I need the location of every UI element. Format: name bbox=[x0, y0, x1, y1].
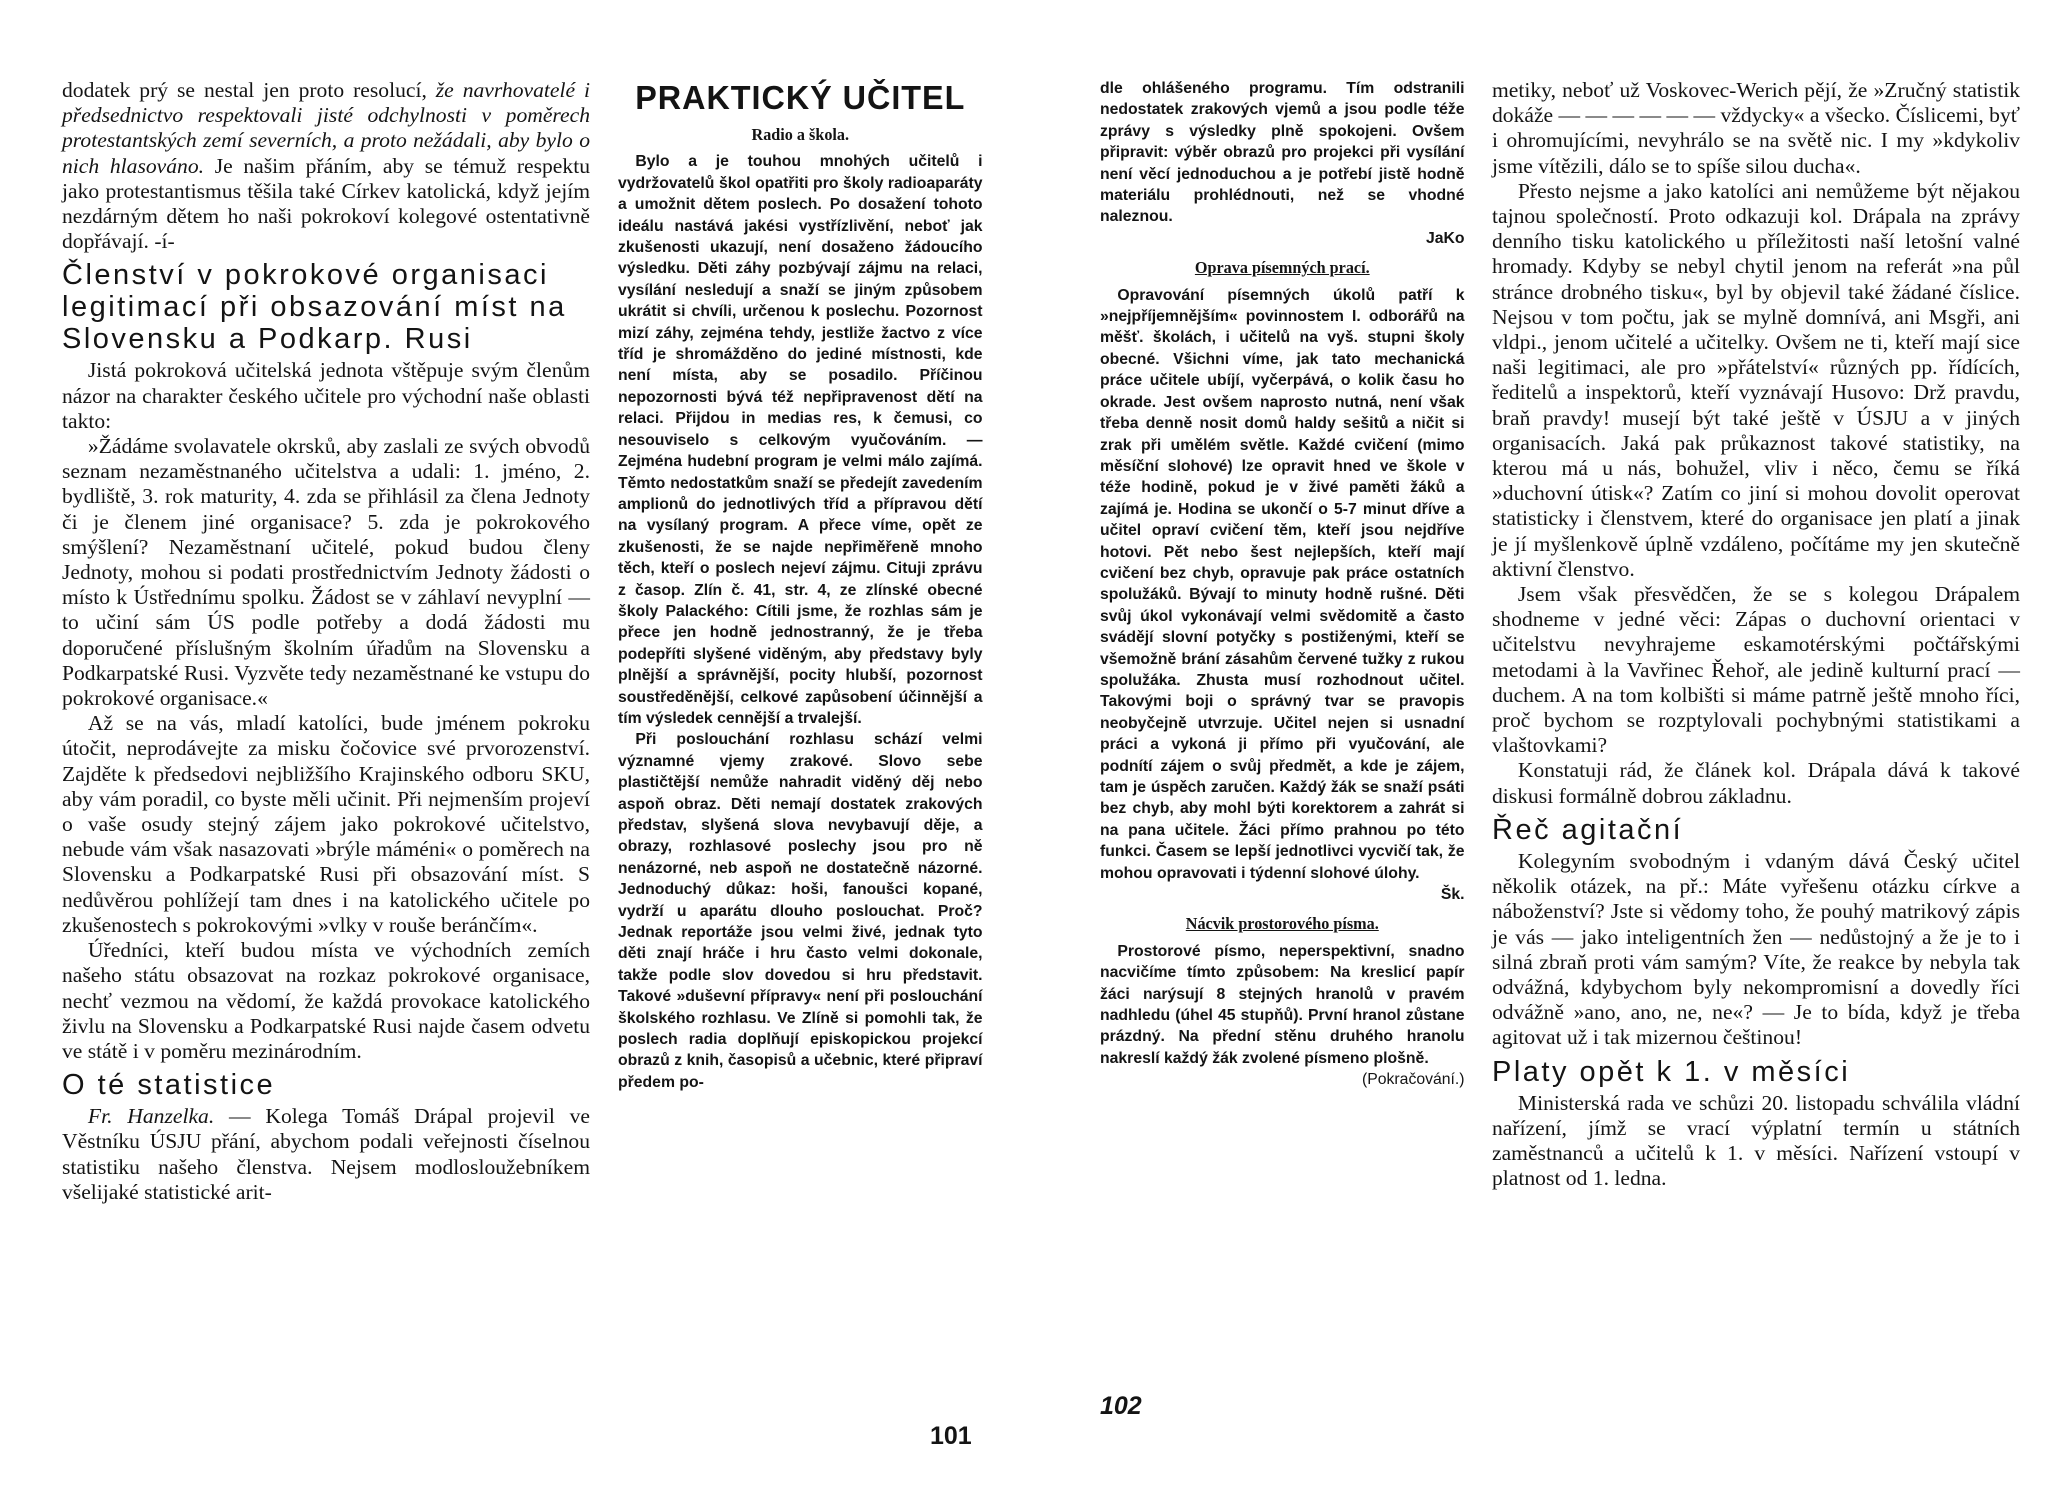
paragraph: Úředníci, kteří budou místa ve východních zemích našeho státu obsazovat na rozkaz pokrokové organisace, nechť vezmou na vědomí, že každá provokace katolického živlu na Slovensku a Podkarpatské Rusi najde časem odvetu ve státě i v poměru mezinárodním. bbox=[62, 938, 590, 1063]
paragraph-text: dodatek prý se nestal jen proto resolucí, bbox=[62, 78, 436, 102]
article-heading: O té statistice bbox=[62, 1069, 276, 1102]
left-page-column-1 bbox=[62, 78, 590, 1205]
right-page-column-3 bbox=[1100, 78, 1465, 1091]
article-subheading: Oprava písemných prací. bbox=[1194, 258, 1370, 278]
article-heading: Řeč agitační bbox=[1492, 813, 1684, 846]
page-number: 101 bbox=[930, 1422, 972, 1450]
paragraph: Až se na vás, mladí katolíci, bude jménem pokroku útočit, neprodávejte za misku čočovice své prvorozenství. Zajděte k předsedovi nejbližšího Krajinského odboru SKU, aby vám poradil, co byste měli učinit. Při nejmenším projeví o vaše osudy stejný zájem jako pokrokové učitelstvo, nebude vám však nasazovati »brýle máménі« o poměrech na Slovensku a Podkarpatské Rusi při obsazování míst. S nedůvěrou pohlížejí tam dnes i na katolického učitele po zkušenostech s pokrokovými »vlky v rouše beránčím«. bbox=[62, 711, 590, 937]
continued-note: (Pokračování.) bbox=[1361, 1070, 1465, 1089]
paragraph: Prostorové písmo, neperspektivní, snadno nacvičíme tímto způsobem: Na kreslicí papír žáci narýsují 8 stejných hranolů v pravém nadhledu (úhel 45 stupňů). První hranol zůstane prázdný. Na přední stěnu druhého hranolu nakreslí každý žák zvolené písmeno plošně. bbox=[1100, 941, 1465, 1067]
paragraph: Kolegyním svobodným i vdaným dává Český učitel několik otázek, na př.: Máte vyřešenu otázku církve a náboženství? Jste si vědomy toho, že pouhý matrikový zápis je vás — jako inteligentních žen — nedůstojný a že je to i silná zbraň proti vám samým? Víte, že reakce by nebyla tak odvážná, kdybychom byly nekompromisní a dovedly říci odvážně »ano, ano, ne, ne«? — Je to bída, když je třeba agitovat už i tak mizernou češtinou! bbox=[1492, 848, 2020, 1050]
article-heading: Členství v pokrokové organisaci legitimací při obsazování míst na Slovensku a Podkarp. Rusi bbox=[62, 259, 567, 356]
right-page-column-4 bbox=[1492, 78, 2020, 1191]
italic-text: že navrhovatelé i předsednictvo respektovali jisté odchylnosti v poměrech protestantských zemí severních, a proto nežádali, aby bylo o nich hlasováno. bbox=[62, 78, 590, 178]
section-masthead: PRAKTICKÝ UČITEL bbox=[635, 79, 966, 116]
paragraph-text: Je našim přáním, aby se témuž respektu jako protestantismus těšila také Církev katolická, když jejím nezdárným dětem ho naši pokrokoví kolegové ostentativně dopřávají. -í- bbox=[62, 153, 590, 254]
paragraph: Při poslouchání rozhlasu schází velmi významné vjemy zrakové. Slovo sebe plastičtější nemůže nahradit viděný děj nebo aspoň obraz. Děti nemají dostatek zrakových představ, slyšená slova nevybavují děje, a obrazy, rozhlasové poslechy jsou pro ně nenázorné, neb aspoň ne dostatečně názorné. Jednoduchý důkaz: hoši, fanoušci kopané, vydrží u aparátu dlouho poslouchat. Proč? Jednak reportáže jsou velmi živé, jednak tyto děti znají hráče i hru často velmi dokonale, takže podle slov dovedou si hru představit. Takové »duševní přípravy« není při poslouchání školského rozhlasu. Ve Zlíně si pomohli tak, že poslech radia doplňují episkopickou projekcí obrazů z knih, časopisů a učebnic, které připraví předem po- bbox=[618, 730, 983, 1091]
paragraph: metiky, neboť už Voskovec-Werich pějí, že »Zručný statistik dokáže — — — — — — vždycky« a všecko. Číslicemi, byť i ohromujícími, nevyhrálo se na světě nic. I my »kdykoliv jsme vítězili, dálo se to spíše silou ducha«. bbox=[1492, 78, 2020, 178]
author-signature: Šk. bbox=[1440, 885, 1465, 904]
paragraph: Ministerská rada ve schůzi 20. listopadu schválila vládní nařízení, jímž se vrací výplatní termín u státních zaměstnanců a učitelů k 1. v měsíci. Nařízení vstoupí v platnost od 1. ledna. bbox=[1492, 1090, 2020, 1191]
page-number: 102 bbox=[1100, 1392, 1142, 1420]
paragraph: Jistá pokroková učitelská jednota vštěpuje svým členům názor na charakter českého učitele pro východní naše oblasti takto: bbox=[62, 358, 590, 433]
article-subheading: Nácvik prostorového písma. bbox=[1185, 914, 1379, 934]
paragraph: Jsem však přesvědčen, že se s kolegou Drápalem shodneme v jedné věci: Zápas o duchovní orientaci v učitelstvu nevyhrajeme eskamotérskými počtářskými metodami à la Vavřinec Řehoř, ale jedině kulturní prací — duchem. A na tom kolbišti si máme patrně ještě mnoho říci, proč bychom se rozptylovali pochybnými statistikami a vlaštovkami? bbox=[1492, 582, 2020, 758]
paragraph: dle ohlášeného programu. Tím odstranili nedostatek zrakových vjemů a jsou podle téže zprávy s výsledky plně spokojeni. Ovšem připravit: výběr obrazů pro projekci při vysílání není věcí jednoduchou a je potřebí jistě hodně materiálu prohlédnouti, než se vhodné naleznou. bbox=[1100, 79, 1465, 226]
paragraph: Bylo a je touhou mnohých učitelů i vydržovatelů škol opatřiti pro školy radioaparáty a umožnit dětem poslech. Po dosažení tohoto ideálu nastává jakési vystřízlivění, neboť jak zkušenosti ukazují, není dosaženo žádoucího výsledku. Děti záhy pozbývají zájmu na relaci, vysílání nesledují a snaží se jiným způsobem ukrátit si chvíli, určenou k poslechu. Pozornost mizí záhy, zejména tehdy, jestliže žactvo z více tříd je shromážděno do jediné místnosti, kde není místa, aby se posadilo. Příčinou nepozornosti bývá též nepřipravenost dětí na relaci. Přijdou in medias res, k čemusi, co nesouviselo s celkovým vyučováním. — Zejména hudební program je velmi málo zajímá. Těmto nedostatkům snaží se předejít zavedením amplionů do jednotlivých tříd a přípravou dětí na vysílaný program. A přece víme, opět ze zkušenosti, že se najde nepřiměřeně mnoho těch, kteří o poslech nejeví zájmu. Cituji zprávu z časop. Zlín č. 41, str. 4, ze zlínské obecné školy Palackého: Cítili jsme, že rozhlas sám je přece jen hodně jednostranný, že je třeba podepříti slyšené viděným, aby představy byly plnější a správnější, pocity hlubší, pozornost soustředěnější, celkové zapůsobení účinnější a tím výsledek cennější a trvalejší. bbox=[618, 152, 983, 727]
paragraph bbox=[62, 1104, 590, 1205]
paragraph-text: — Kolega Tomáš Drápal projevil ve Věstníku ÚSJU přání, abychom podali veřejnosti číselnou statistiku našeho členstva. Nejsem modlosloužebníkem všelijaké statistické arit- bbox=[62, 1104, 590, 1204]
paragraph: »Žádáme svolavatele okrsků, aby zaslali ze svých obvodů seznam nezaměstnaného učitelstva a udali: 1. jméno, 2. bydliště, 3. rok maturity, 4. zda se přihlásil za člena Jednoty či je členem jiné organisace? 5. zda je pokrokového smýšlení? Nezaměstnaní učitelé, pokud budou členy Jednoty, mohou si podati prostřednictvím Jednoty žádosti o místo k Ústřednímu spolku. Žádost se v záhlaví nevyplní — to učiní sám ÚS podle potřeby a dodá žádosti mu doporučené příslušným školním úřadům na Slovensku a Podkarpatské Rusi. Vyzvěte tedy nezaměstnané ke vstupu do pokrokové organisace.« bbox=[62, 434, 590, 711]
paragraph: Konstatuji rád, že článek kol. Drápala dává k takové diskusi formálně dobrou základnu. bbox=[1492, 758, 2020, 808]
article-subheading: Radio a škola. bbox=[751, 125, 850, 144]
article-heading: Platy opět k 1. v měsíci bbox=[1492, 1055, 1851, 1088]
paragraph: Přesto nejsme a jako katolíci ani nemůžeme být nějakou tajnou společností. Proto odkazuji kol. Drápala na zprávy denního tisku katolického u příležitosti naší letošní valné hromady. Kdyby se nebyl chytil jenom na referát »na půl stránce drobného tisku«, byl by objevil také žádané číslice. Nejsou v tom počtu, jak se mylně domnívá, ani Msgři, ani vldpi., jenom učitelé a učitelky. Ovšem ne ti, kteří mají sice naši legitimaci, ale pro »přátelství« různých pp. řídících, ředitelů a inspektorů, kteří vyznávají Husovo: Drž pravdu, braň pravdy! musejí být také ještě v ÚSJU a v jiných organisacích. Jaká pak průkaznost takové statistiky, na kterou má u nás, bohužel, vliv i něco, čemu se říká »duchovní útisk«? Zatím co jiní si mohou dovolit operovat statisticky i členstvem, které do organisace jen platí a jinak je jí myšlenkově úplně vzdáleno, počítáme my jen skutečně aktivní členstvo. bbox=[1492, 178, 2020, 581]
left-page-column-2 bbox=[618, 74, 983, 1093]
paragraph bbox=[62, 78, 590, 254]
paragraph: Opravování písemných úkolů patří k »nejpříjemnějším« povinnostem I. odborářů na měšť. školách, i učitelů na vyš. stupni školy obecné. Všichni víme, jak tato mechanická práce učitele ubíjí, vyčerpává, o kolik času ho okrade. Jest ovšem naprosto nutná, není však třeba denně nosit domů haldy sešitů a ničit si zrak při umělém světle. Každé cvičení (mimo měsíční slohové) lze opravit hned ve škole v téže hodině, pokud je v živé paměti žáků a zajímá je. Hodina se ukončí o 5-7 minut dříve a učitel opraví cvičení těm, kteří jsou nejdříve hotovi. Pět nebo šest nejlepších, kteří mají cvičení bez chyb, opravuje pak práce ostatních spolužáků. Bývají to minuty hodně rušné. Děti svůj úkol vykonávají velmi svědomitě a často svádějí slovní potyčky s postiženými, kteří se všemožně brání zásahům červené tužky z rukou spolužáka. Zhusta musí rozhodnout učitel. Takovými boji o správný tvar se pravopis neobyčejně utvrzuje. Učitel nejen si usnadní práci a vykoná ji přímo při vyučování, ale podnítí zájem o svůj předmět, a kde je zájem, tam je úspěch zaručen. Každý žák se snaží psáti bez chyb, aby mohl býti korektorem a zahrát si na pana učitele. Žáci přímo prahnou po této funkci. Časem se lepší jednotlivci vycvičí tak, že mohou opravovati i týdenní slohové úlohy. bbox=[1100, 285, 1465, 882]
author-signature: JaKo bbox=[1425, 228, 1465, 247]
author-name: Fr. Hanzelka. bbox=[87, 1104, 215, 1129]
